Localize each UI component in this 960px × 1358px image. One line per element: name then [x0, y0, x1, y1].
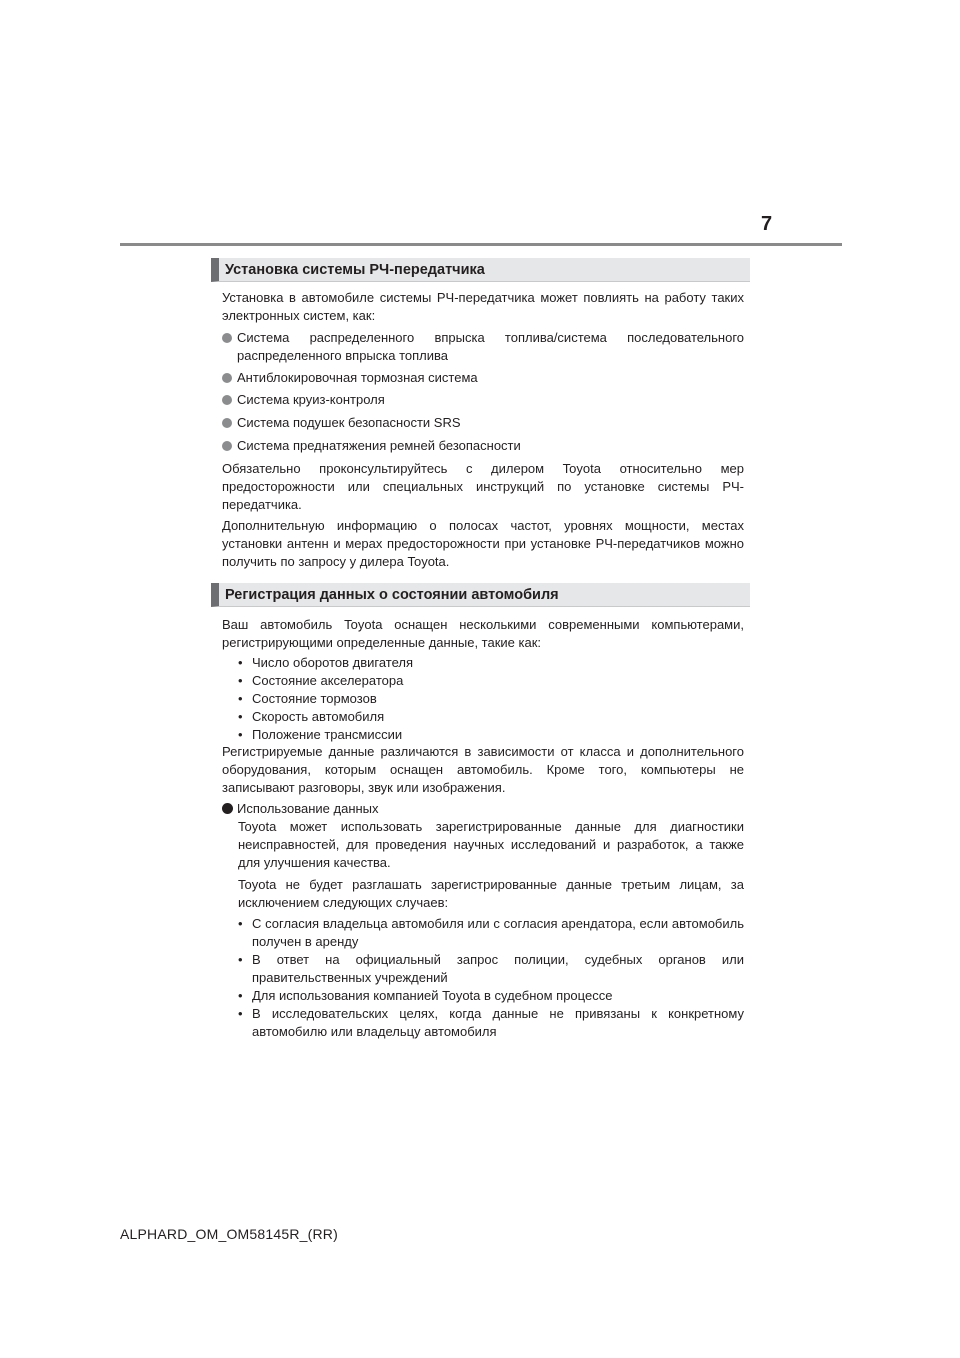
list-item — [222, 369, 744, 387]
bullet-mark: • — [238, 916, 243, 931]
list-item-text: В исследовательских целях, когда данные не привязаны к конкретному автомобилю или владельцу автомобиля — [252, 1006, 744, 1039]
list-item — [238, 672, 744, 690]
list-item-text: Положение трансмиссии — [252, 727, 403, 742]
section-heading-data-recording: Регистрация данных о состоянии автомобиля — [211, 583, 750, 607]
list-item-text: Система подушек безопасности SRS — [237, 415, 461, 430]
list-item-text: Состояние акселератора — [252, 673, 404, 688]
page-number: 7 — [761, 213, 773, 235]
list-item — [222, 391, 744, 409]
usage-heading — [222, 800, 744, 818]
document-footer-code: ALPHARD_OM_OM58145R_(RR) — [120, 1226, 338, 1242]
bullet-icon — [222, 418, 232, 428]
bullet-mark: • — [238, 988, 243, 1003]
bullet-mark: • — [238, 727, 243, 742]
list-item — [238, 654, 744, 672]
usage-paragraph-diagnostics: Toyota может использовать зарегистрированные данные для диагностики неисправностей, для проведения научных исследований и разработок, а также для улучшения качества. — [238, 819, 744, 870]
bullet-icon — [222, 395, 232, 405]
bullet-icon — [222, 441, 232, 451]
bullet-mark: • — [238, 952, 243, 967]
section-heading-rf-transmitter: Установка системы РЧ-передатчика — [211, 258, 750, 282]
section2-intro: Ваш автомобиль Toyota оснащен несколькими современными компьютерами, регистрирующими определенные данные, такие как: — [222, 617, 744, 650]
section1-paragraph-dealer: Обязательно проконсультируйтесь с дилером Toyota относительно мер предосторожности или специальных инструкций по установке системы РЧ-передатчика. — [222, 461, 744, 512]
bullet-mark: • — [238, 691, 243, 706]
header-divider — [120, 243, 842, 246]
list-item-text: Система распределенного впрыска топлива/система последовательного распределенного впрыска топлива — [237, 330, 744, 363]
list-item-text: Система круиз-контроля — [237, 392, 385, 407]
section2-paragraph-recorded: Регистрируемые данные различаются в зависимости от класса и дополнительного оборудования, которым оснащен автомобиль. Кроме того, компьютеры не записывают разговоры, звук или изображения. — [222, 744, 744, 795]
bullet-icon — [222, 373, 232, 383]
list-item — [238, 951, 744, 987]
bullet-icon — [222, 803, 233, 814]
list-item — [238, 1005, 744, 1041]
list-item — [238, 690, 744, 708]
list-item-text: В ответ на официальный запрос полиции, судебных органов или правительственных учреждений — [252, 952, 744, 985]
list-item-text: С согласия владельца автомобиля или с согласия арендатора, если автомобиль получен в аренду — [252, 916, 744, 949]
bullet-icon — [222, 333, 232, 343]
section1-paragraph-frequencies: Дополнительную информацию о полосах частот, уровнях мощности, местах установки антенн и мерах предосторожности при установке РЧ-передатчиков можно получить по запросу у дилера Toyota. — [222, 518, 744, 569]
usage-title: Использование данных — [237, 801, 379, 816]
list-item-text: Для использования компанией Toyota в судебном процессе — [252, 988, 613, 1003]
list-item — [222, 437, 744, 455]
list-item-text: Состояние тормозов — [252, 691, 377, 706]
list-item-text: Число оборотов двигателя — [252, 655, 414, 670]
section1-intro: Установка в автомобиле системы РЧ-передатчика может повлиять на работу таких электронных систем, как: — [222, 290, 744, 323]
usage-paragraph-disclosure: Toyota не будет разглашать зарегистрированные данные третьим лицам, за исключением следующих случаев: — [238, 877, 744, 910]
list-item-text: Антиблокировочная тормозная система — [237, 370, 478, 385]
bullet-mark: • — [238, 709, 243, 724]
list-item — [238, 726, 744, 744]
list-item-text: Система преднатяжения ремней безопасности — [237, 438, 521, 453]
list-item — [222, 414, 744, 432]
bullet-mark: • — [238, 673, 243, 688]
list-item — [238, 708, 744, 726]
bullet-mark: • — [238, 1006, 243, 1021]
list-item — [222, 329, 744, 365]
list-item — [238, 987, 744, 1005]
bullet-mark: • — [238, 655, 243, 670]
list-item-text: Скорость автомобиля — [252, 709, 385, 724]
list-item — [238, 915, 744, 951]
